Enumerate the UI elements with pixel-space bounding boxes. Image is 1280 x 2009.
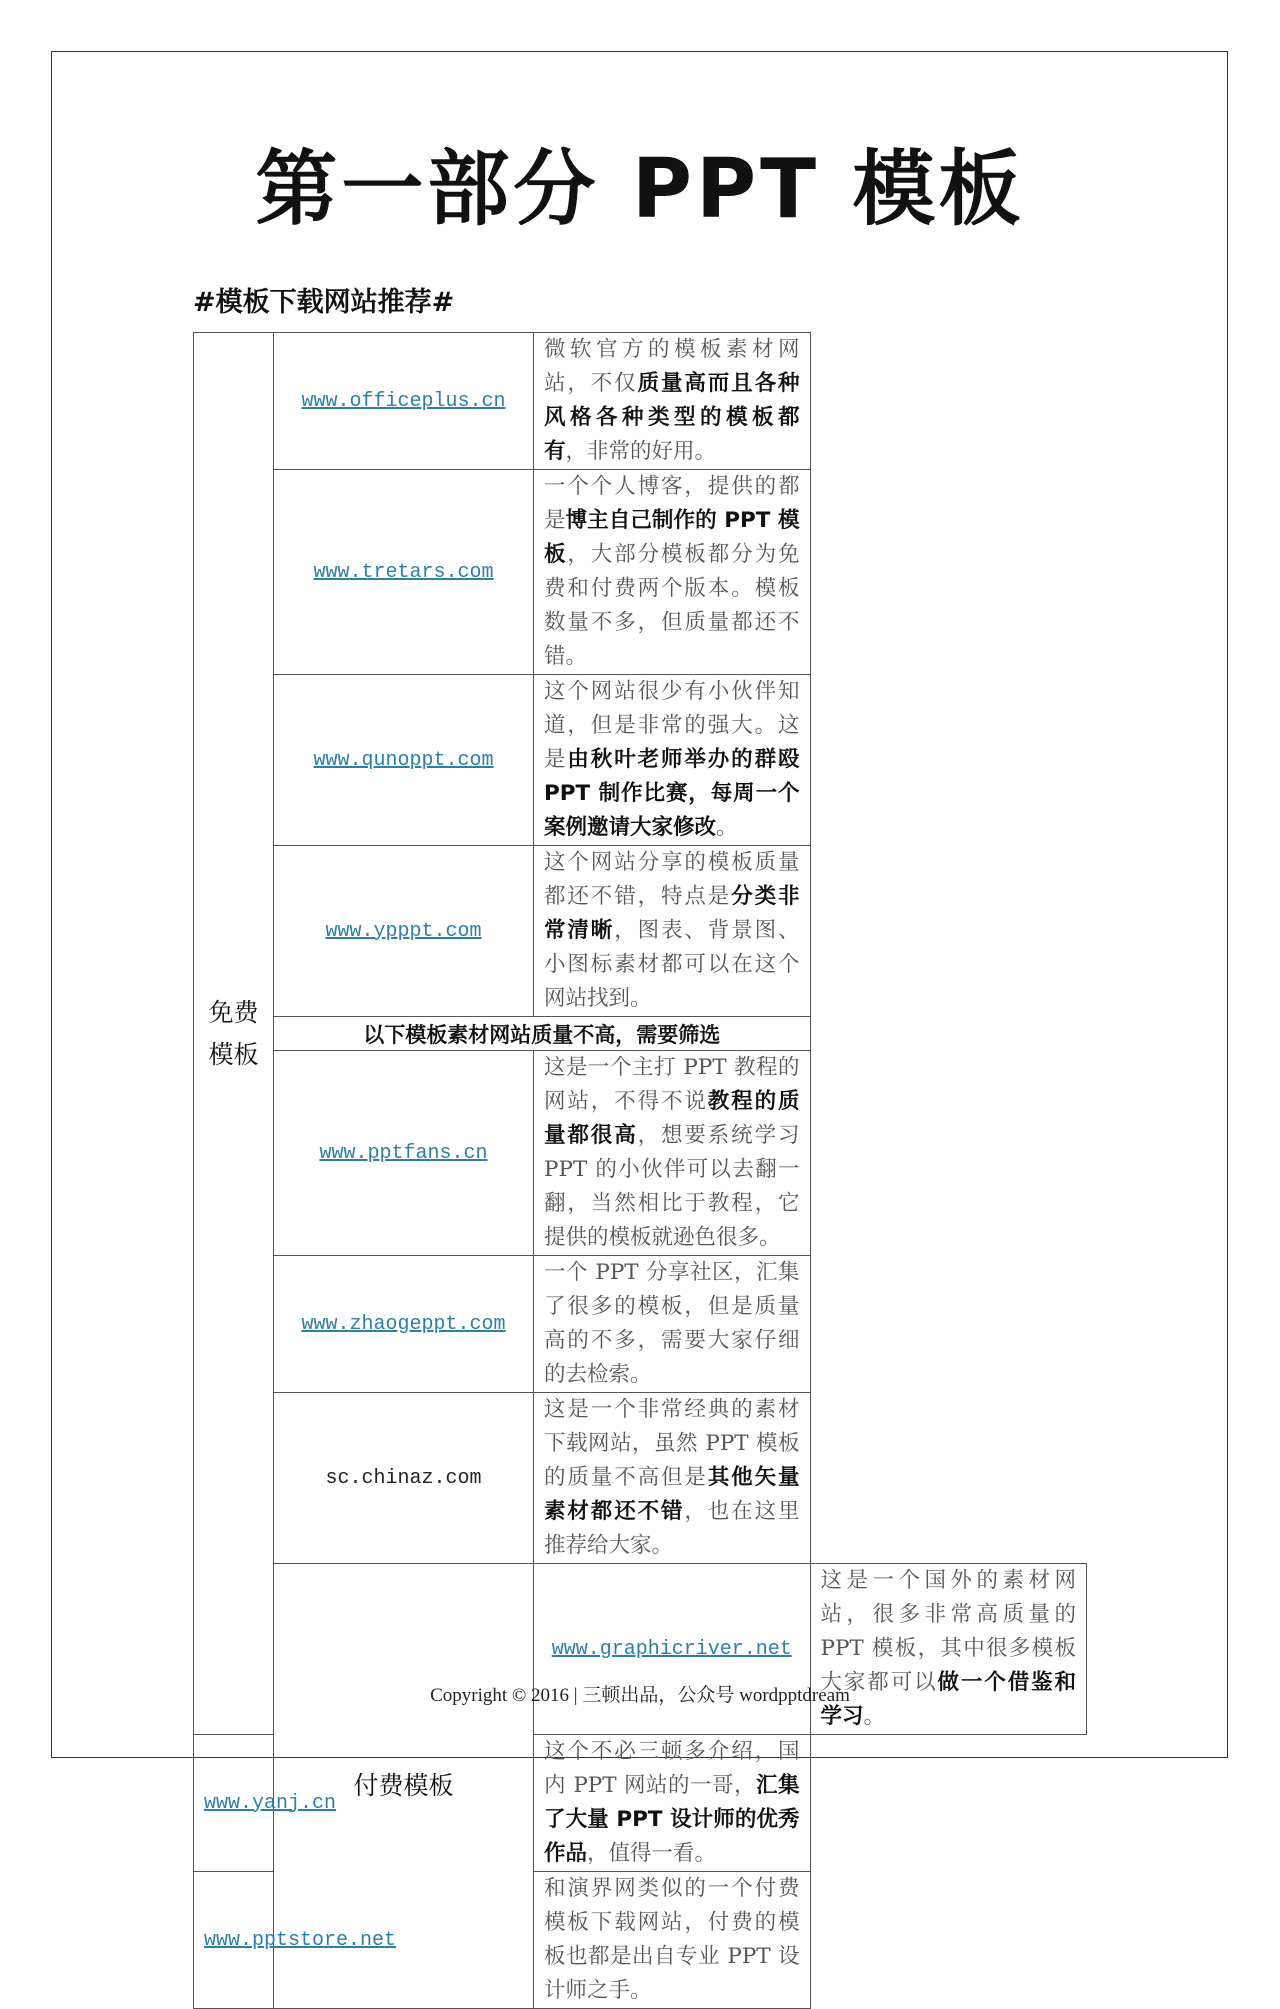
- site-url: [534, 1564, 811, 1735]
- site-description: 和演界网类似的一个付费模板下载网站，付费的模板也都是出自专业 PPT 设计师之手。: [534, 1872, 811, 2009]
- site-description: 这个不必三顿多介绍，国内 PPT 网站的一哥，汇集了大量 PPT 设计师的优秀作品，值得一看。: [534, 1735, 811, 1872]
- site-link[interactable]: www.graphicriver.net: [551, 1637, 792, 1661]
- site-description: 一个 PPT 分享社区，汇集了很多的模板，但是质量高的不多，需要大家仔细的去检索。: [534, 1256, 811, 1393]
- site-url: [194, 1735, 337, 1872]
- site-description: 一个个人博客，提供的都是博主自己制作的 PPT 模板，大部分模板都分为免费和付费两个版本。模板数量不多，但质量都还不错。: [534, 470, 811, 675]
- table-row: [194, 675, 1087, 846]
- site-url: [274, 675, 534, 846]
- table-row: [194, 1393, 1087, 1564]
- table-row: [194, 846, 1087, 1017]
- footer: Copyright © 2016 | 三顿出品，公众号 wordpptdream: [430, 1685, 850, 1706]
- site-url: [194, 1872, 397, 2009]
- category-free: 免费模板: [194, 333, 274, 1735]
- site-url: [274, 1256, 534, 1393]
- table-row: [194, 333, 1087, 470]
- category-paid: 付费模板: [274, 1564, 534, 2009]
- site-description: 这是一个国外的素材网站，很多非常高质量的 PPT 模板，其中很多模板大家都可以做一个借鉴和学习。: [810, 1564, 1087, 1735]
- table-row: [194, 1017, 1087, 1051]
- site-url: [274, 333, 534, 470]
- table-row: [194, 1051, 1087, 1256]
- page-title: 第一部分 PPT 模板: [255, 142, 1025, 237]
- site-link[interactable]: www.qunoppt.com: [313, 748, 494, 772]
- site-description: 这个网站很少有小伙伴知道，但是非常的强大。这是由秋叶老师举办的群殴 PPT 制作比赛，每周一个案例邀请大家修改。: [534, 675, 811, 846]
- site-link[interactable]: www.ypppt.com: [325, 919, 482, 943]
- site-table: [193, 332, 1087, 2009]
- site-link[interactable]: www.yanj.cn: [204, 1791, 337, 1815]
- site-url: [274, 1393, 534, 1564]
- site-description: 这是一个非常经典的素材下载网站，虽然 PPT 模板的质量不高但是其他矢量素材都还不错，也在这里推荐给大家。: [534, 1393, 811, 1564]
- table-row: [194, 1564, 1087, 1735]
- site-link[interactable]: www.zhaogeppt.com: [301, 1312, 506, 1336]
- site-link[interactable]: www.tretars.com: [313, 560, 494, 584]
- filter-note: 以下模板素材网站质量不高，需要筛选: [274, 1017, 811, 1051]
- site-link[interactable]: www.pptfans.cn: [319, 1141, 488, 1165]
- site-description: 微软官方的模板素材网站，不仅质量高而且各种风格各种类型的模板都有，非常的好用。: [534, 333, 811, 470]
- site-url: [274, 1051, 534, 1256]
- site-link[interactable]: www.officeplus.cn: [301, 389, 506, 413]
- site-url: [274, 846, 534, 1017]
- site-link[interactable]: www.pptstore.net: [204, 1928, 397, 1952]
- site-description: 这是一个主打 PPT 教程的网站，不得不说教程的质量都很高，想要系统学习 PPT 的小伙伴可以去翻一翻，当然相比于教程，它提供的模板就逊色很多。: [534, 1051, 811, 1256]
- table-row: [194, 1256, 1087, 1393]
- site-url: [274, 470, 534, 675]
- site-url-text: sc.chinaz.com: [325, 1466, 482, 1490]
- site-description: 这个网站分享的模板质量都还不错，特点是分类非常清晰，图表、背景图、小图标素材都可以在这个网站找到。: [534, 846, 811, 1017]
- table-row: [194, 470, 1087, 675]
- section-title: #模板下载网站推荐#: [193, 287, 455, 318]
